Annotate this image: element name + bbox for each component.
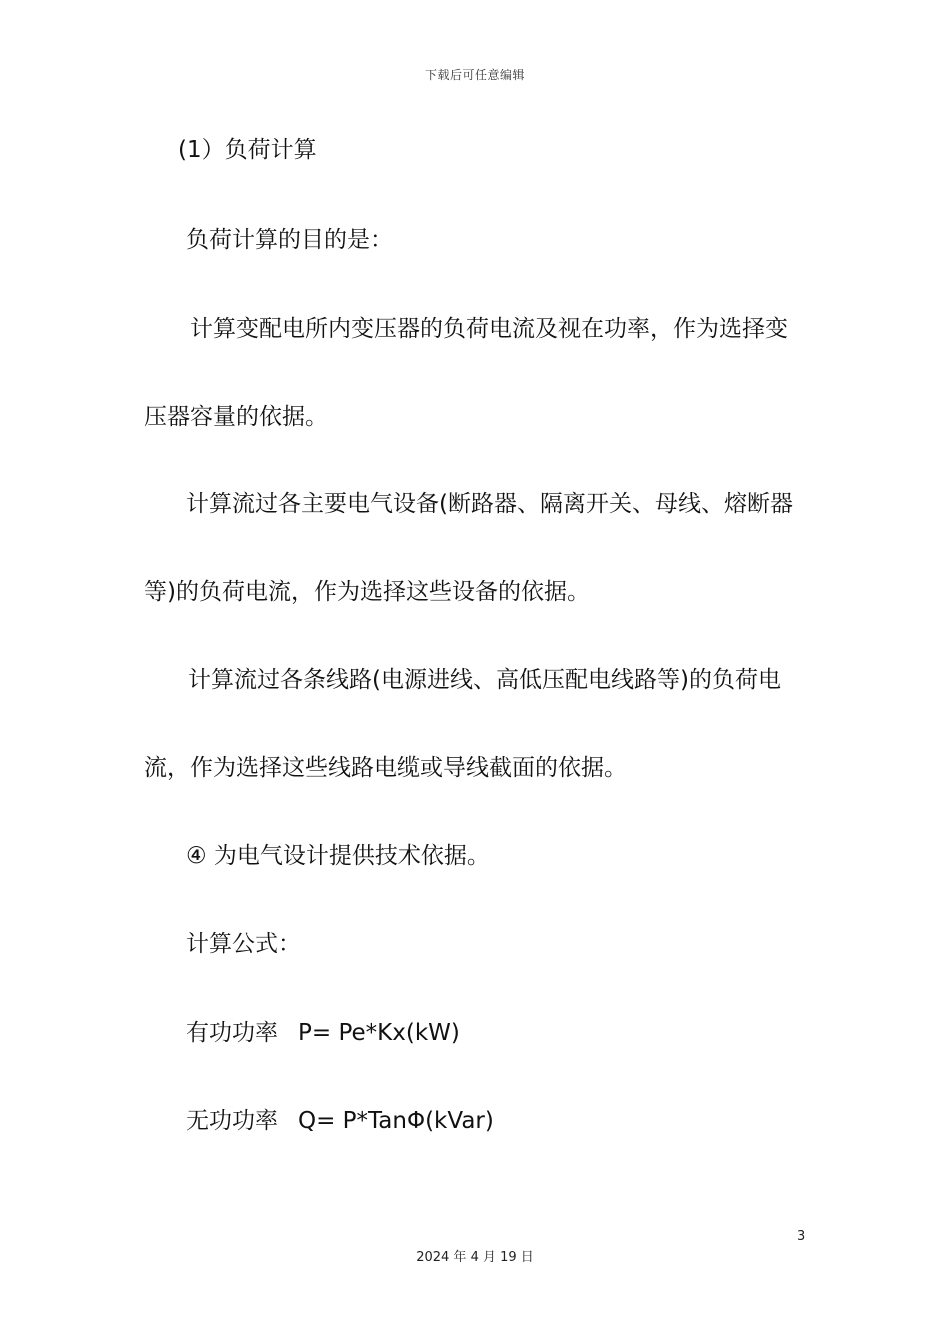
item-3-line-1: 计算流过各条线路(电源进线、高低压配电线路等)的负荷电 (188, 667, 781, 693)
page-number: 3 (797, 1229, 806, 1244)
active-power-formula: P= Pe*Kx(kW) (298, 1020, 460, 1046)
item-2-line-2: 等)的负荷电流，作为选择这些设备的依据。 (144, 579, 590, 605)
reactive-power-line (186, 1106, 494, 1136)
reactive-power-label: 无功功率 (186, 1108, 278, 1134)
active-power-line (186, 1018, 460, 1048)
item-4: ④ 为电气设计提供技术依据。 (186, 843, 490, 869)
item-3-line-2: 流，作为选择这些线路电缆或导线截面的依据。 (144, 755, 627, 781)
item-1-line-2: 压器容量的依据。 (144, 404, 328, 430)
active-power-label: 有功功率 (186, 1020, 278, 1046)
formula-heading: 计算公式： (186, 931, 301, 957)
item-1-line-1: 计算变配电所内变压器的负荷电流及视在功率，作为选择变 (190, 316, 788, 342)
intro-paragraph: 负荷计算的目的是： (186, 227, 393, 253)
reactive-power-formula: Q= P*TanΦ(kVar) (298, 1108, 494, 1134)
footer-date: 2024 年 4 月 19 日 (416, 1250, 534, 1265)
section-title: (1）负荷计算 (178, 137, 317, 163)
item-2-line-1: 计算流过各主要电气设备(断路器、隔离开关、母线、熔断器 (186, 491, 793, 517)
header-note: 下载后可任意编辑 (424, 68, 525, 82)
